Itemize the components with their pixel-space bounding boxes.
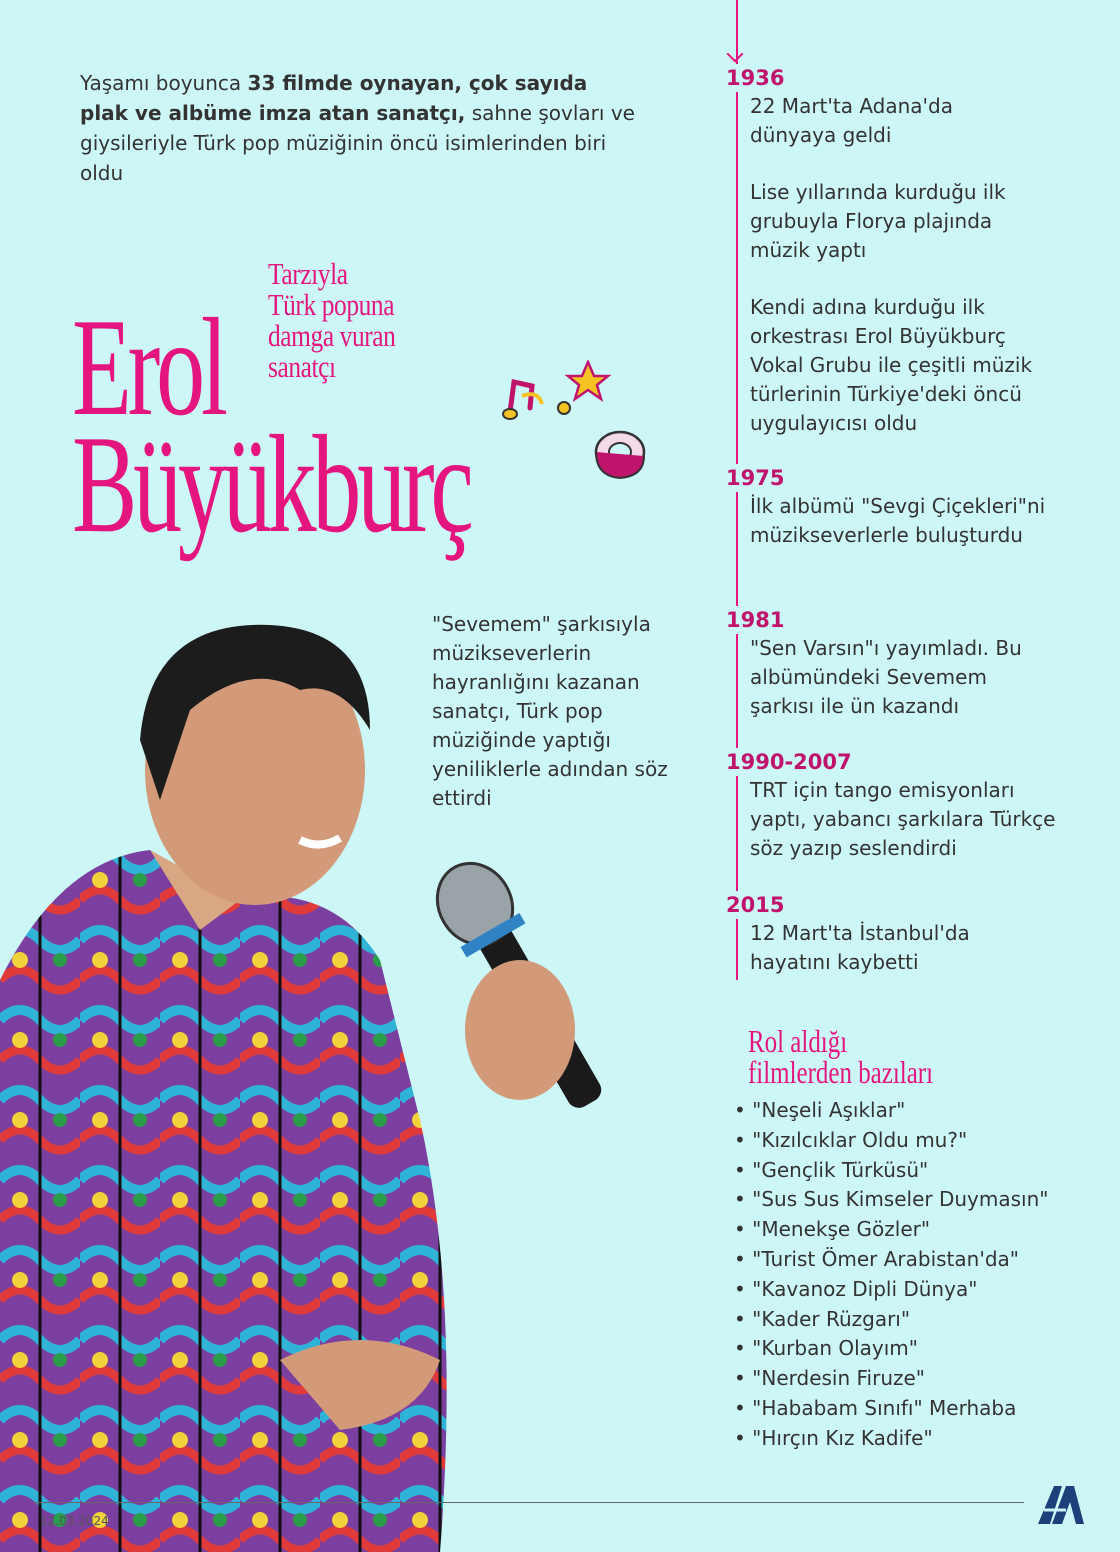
films-title: Rol aldığı filmlerden bazıları (748, 1023, 934, 1090)
list-item: • "Nerdesin Firuze" (734, 1364, 1048, 1394)
list-item: • "Kavanoz Dipli Dünya" (734, 1275, 1048, 1305)
timeline-year: 1981 (726, 608, 785, 632)
name-first: Erol (72, 290, 224, 445)
intro-text: Yaşamı boyunca 33 filmde oynayan, çok sayıda plak ve albüme imza atan sanatçı, sahne şovları ve giysileriyle Türk pop müziğinin öncü isimlerinden biri oldu (80, 71, 635, 185)
list-item: • "Kader Rüzgarı" (734, 1305, 1048, 1335)
timeline-item-1990-2007 (726, 748, 1060, 891)
list-item: • "Gençlik Türküsü" (734, 1156, 1048, 1186)
subtitle: Tarzıyla Türk popuna damga vuran sanatçı (268, 256, 396, 384)
timeline-year: 2015 (726, 893, 785, 917)
footer-divider (34, 1502, 1024, 1503)
timeline-item-1975 (726, 464, 1050, 578)
timeline-item-1936 (726, 64, 1040, 466)
list-item: • "Turist Ömer Arabistan'da" (734, 1245, 1048, 1275)
name-last: Büyükburç (72, 407, 470, 562)
timeline-text: Lise yıllarında kurduğu ilk grubuyla Florya plajında müzik yaptı (750, 180, 1006, 262)
intro-bold: 33 filmde oynayan, çok sayıda plak ve albüme imza atan sanatçı, (80, 71, 588, 125)
list-item: • "Kızılcıklar Oldu mu?" (734, 1126, 1048, 1156)
timeline-year: 1975 (726, 466, 785, 490)
timeline-text: TRT için tango emisyonları yaptı, yabancı şarkılara Türkçe söz yazıp seslendirdi (750, 778, 1056, 860)
timeline-text: 22 Mart'ta Adana'da dünyaya geldi (750, 94, 953, 147)
films-list (734, 1096, 1048, 1454)
timeline-text: "Sen Varsın"ı yayımladı. Bu albümündeki Sevemem şarkısı ile ün kazandı (750, 636, 1022, 718)
footer-date: 12.03.2024 (40, 1514, 109, 1528)
timeline-year: 1936 (726, 66, 785, 90)
timeline-year: 1990-2007 (726, 750, 852, 774)
timeline-arrow-icon (727, 46, 744, 63)
list-item: • "Hırçın Kız Kadife" (734, 1424, 1048, 1454)
timeline-text: Kendi adına kurduğu ilk orkestrası Erol Büyükburç Vokal Grubu ile çeşitli müzik türlerinin Türkiye'deki öncü uygulayıcısı oldu (750, 295, 1033, 435)
music-decoration-icon (500, 360, 650, 480)
aa-logo-icon (1036, 1480, 1086, 1526)
timeline-text: 12 Mart'ta İstanbul'da hayatını kaybetti (750, 921, 970, 974)
intro-rest: sahne şovları ve giysileriyle Türk pop müziğinin öncü isimlerinden biri oldu (80, 101, 635, 185)
list-item: • "Neşeli Aşıklar" (734, 1096, 1048, 1126)
singer-photo (0, 600, 620, 1552)
quote-text: "Sevemem" şarkısıyla müzikseverlerin hayranlığını kazanan sanatçı, Türk pop müziğinde yaptığı yeniliklerle adından söz ettirdi (432, 612, 668, 810)
list-item: • "Kurban Olayım" (734, 1334, 1048, 1364)
timeline-item-1981 (726, 606, 1050, 749)
timeline-item-2015 (726, 891, 1030, 1005)
list-item: • "Menekşe Gözler" (734, 1215, 1048, 1245)
list-item: • "Hababam Sınıfı" Merhaba (734, 1394, 1048, 1424)
list-item: • "Sus Sus Kimseler Duymasın" (734, 1185, 1048, 1215)
timeline-text: İlk albümü "Sevgi Çiçekleri"ni müzikseverlerle buluşturdu (750, 494, 1046, 547)
